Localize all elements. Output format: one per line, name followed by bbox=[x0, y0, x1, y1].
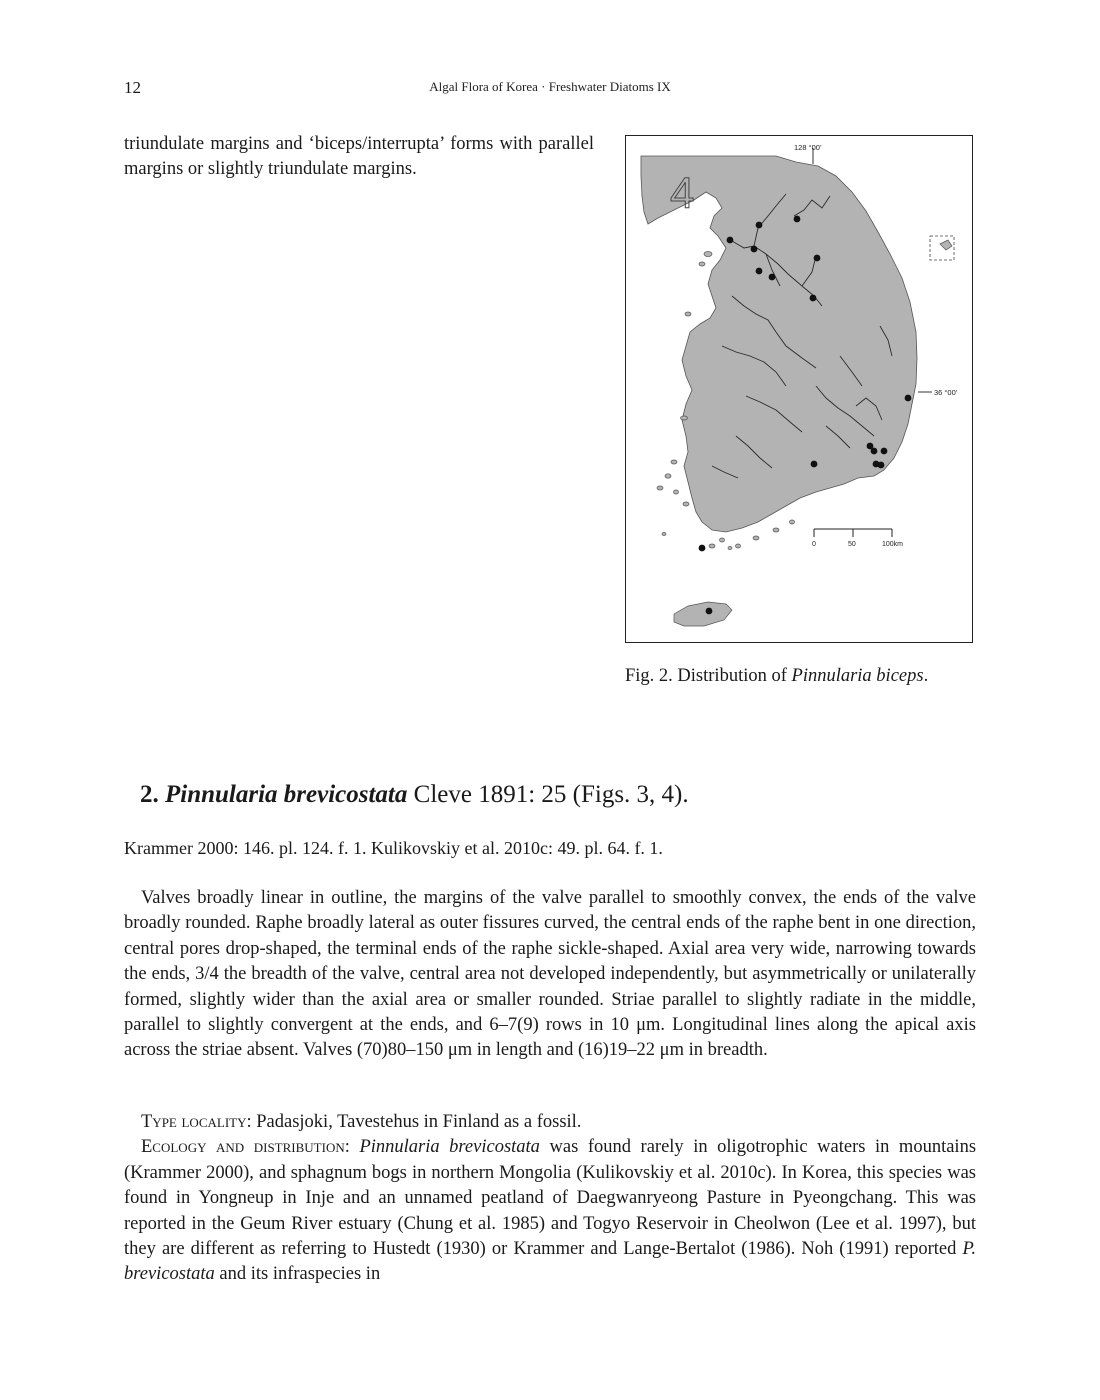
page-number: 12 bbox=[124, 78, 141, 97]
type-locality-label: Type locality bbox=[141, 1112, 247, 1132]
occurrence-point bbox=[811, 461, 818, 468]
occurrence-point bbox=[727, 237, 734, 244]
occurrence-point bbox=[810, 295, 817, 302]
species-authority: Cleve 1891: 25 (Figs. 3, 4). bbox=[407, 781, 689, 808]
occurrence-point bbox=[706, 608, 713, 615]
distribution-map-figure bbox=[625, 135, 973, 643]
scale-bar bbox=[812, 529, 903, 548]
species-name: Pinnularia brevicostata bbox=[165, 781, 408, 808]
latitude-label: 36 °00’ bbox=[934, 388, 958, 397]
occurrence-point bbox=[881, 448, 888, 455]
occurrence-point bbox=[814, 255, 821, 262]
longitude-label: 128 °00’ bbox=[794, 143, 822, 152]
occurrence-point bbox=[769, 274, 776, 281]
occurrence-point bbox=[756, 268, 763, 275]
occurrence-point bbox=[699, 545, 706, 552]
intro-paragraph: triundulate margins and ‘biceps/interrupta’ forms with parallel margins or slightly triundulate margins. bbox=[124, 134, 594, 179]
occurrence-point bbox=[756, 222, 763, 229]
scale-label-0: 0 bbox=[812, 541, 816, 548]
ecology-label: Ecology and distribution bbox=[141, 1137, 345, 1158]
occurrence-point bbox=[871, 448, 878, 455]
species-heading bbox=[140, 781, 689, 809]
inset-box bbox=[930, 236, 954, 260]
ecology-paragraph: Ecology and distribution: Pinnularia brevicostata was found rarely in oligotrophic waters in mountains (Krammer 2000), and sphagnum bogs in northern Mongolia (Kulikovskiy et al. 2010c). In Korea, this species was found in Yongneup in Inje and an unnamed peatland of Daegwanryeong Pasture in Pyeongchang. This was reported in the Geum River estuary (Chung et al. 1985) and Togyo Reservoir in Cheolwon (Lee et al. 1997), but they are different as referring to Hustedt (1930) or Krammer and Lange-Bertalot (1986). Noh (1991) reported P. brevicostata and its infraspecies in bbox=[124, 1137, 977, 1285]
occurrence-point bbox=[878, 462, 885, 469]
panel-number: 4 bbox=[670, 169, 695, 218]
korea-map bbox=[626, 136, 972, 642]
occurrence-point bbox=[794, 216, 801, 223]
scale-label-100km: 100km bbox=[882, 541, 904, 548]
scale-label-50: 50 bbox=[848, 541, 856, 548]
species-number: 2. bbox=[140, 781, 159, 808]
references-line: Krammer 2000: 146. pl. 124. f. 1. Kulikovskiy et al. 2010c: 49. pl. 64. f. 1. bbox=[124, 838, 663, 858]
ecology-section bbox=[124, 1110, 976, 1288]
occurrence-point bbox=[905, 395, 912, 402]
figure-caption: Fig. 2. Distribution of Pinnularia biceps. bbox=[625, 666, 929, 686]
running-title: Algal Flora of Korea · Freshwater Diatoms IX bbox=[429, 79, 671, 94]
type-locality-paragraph: Type locality: Padasjoki, Tavestehus in Finland as a fossil. bbox=[141, 1112, 582, 1132]
description-paragraph: Valves broadly linear in outline, the margins of the valve parallel to smoothly convex, the ends of the valve broadly rounded. Raphe broadly lateral as outer fissures curved, the central ends of the raphe bent in one direction, central pores drop-shaped, the terminal ends of the raphe sickle-shaped. Axial area very wide, narrowing towards the ends, 3/4 the breadth of the valve, central area not developed independently, but asymmetrically or unilaterally formed, slightly wider than the axial area or smaller rounded. Striae parallel to slightly radiate in the middle, parallel to slightly convergent at the ends, and 6–7(9) rows in 10 μm. Longitudinal lines along the apical axis across the striae absent. Valves (70)80–150 μm in length and (16)19–22 μm in breadth. bbox=[124, 888, 976, 1061]
occurrence-point bbox=[751, 246, 758, 253]
